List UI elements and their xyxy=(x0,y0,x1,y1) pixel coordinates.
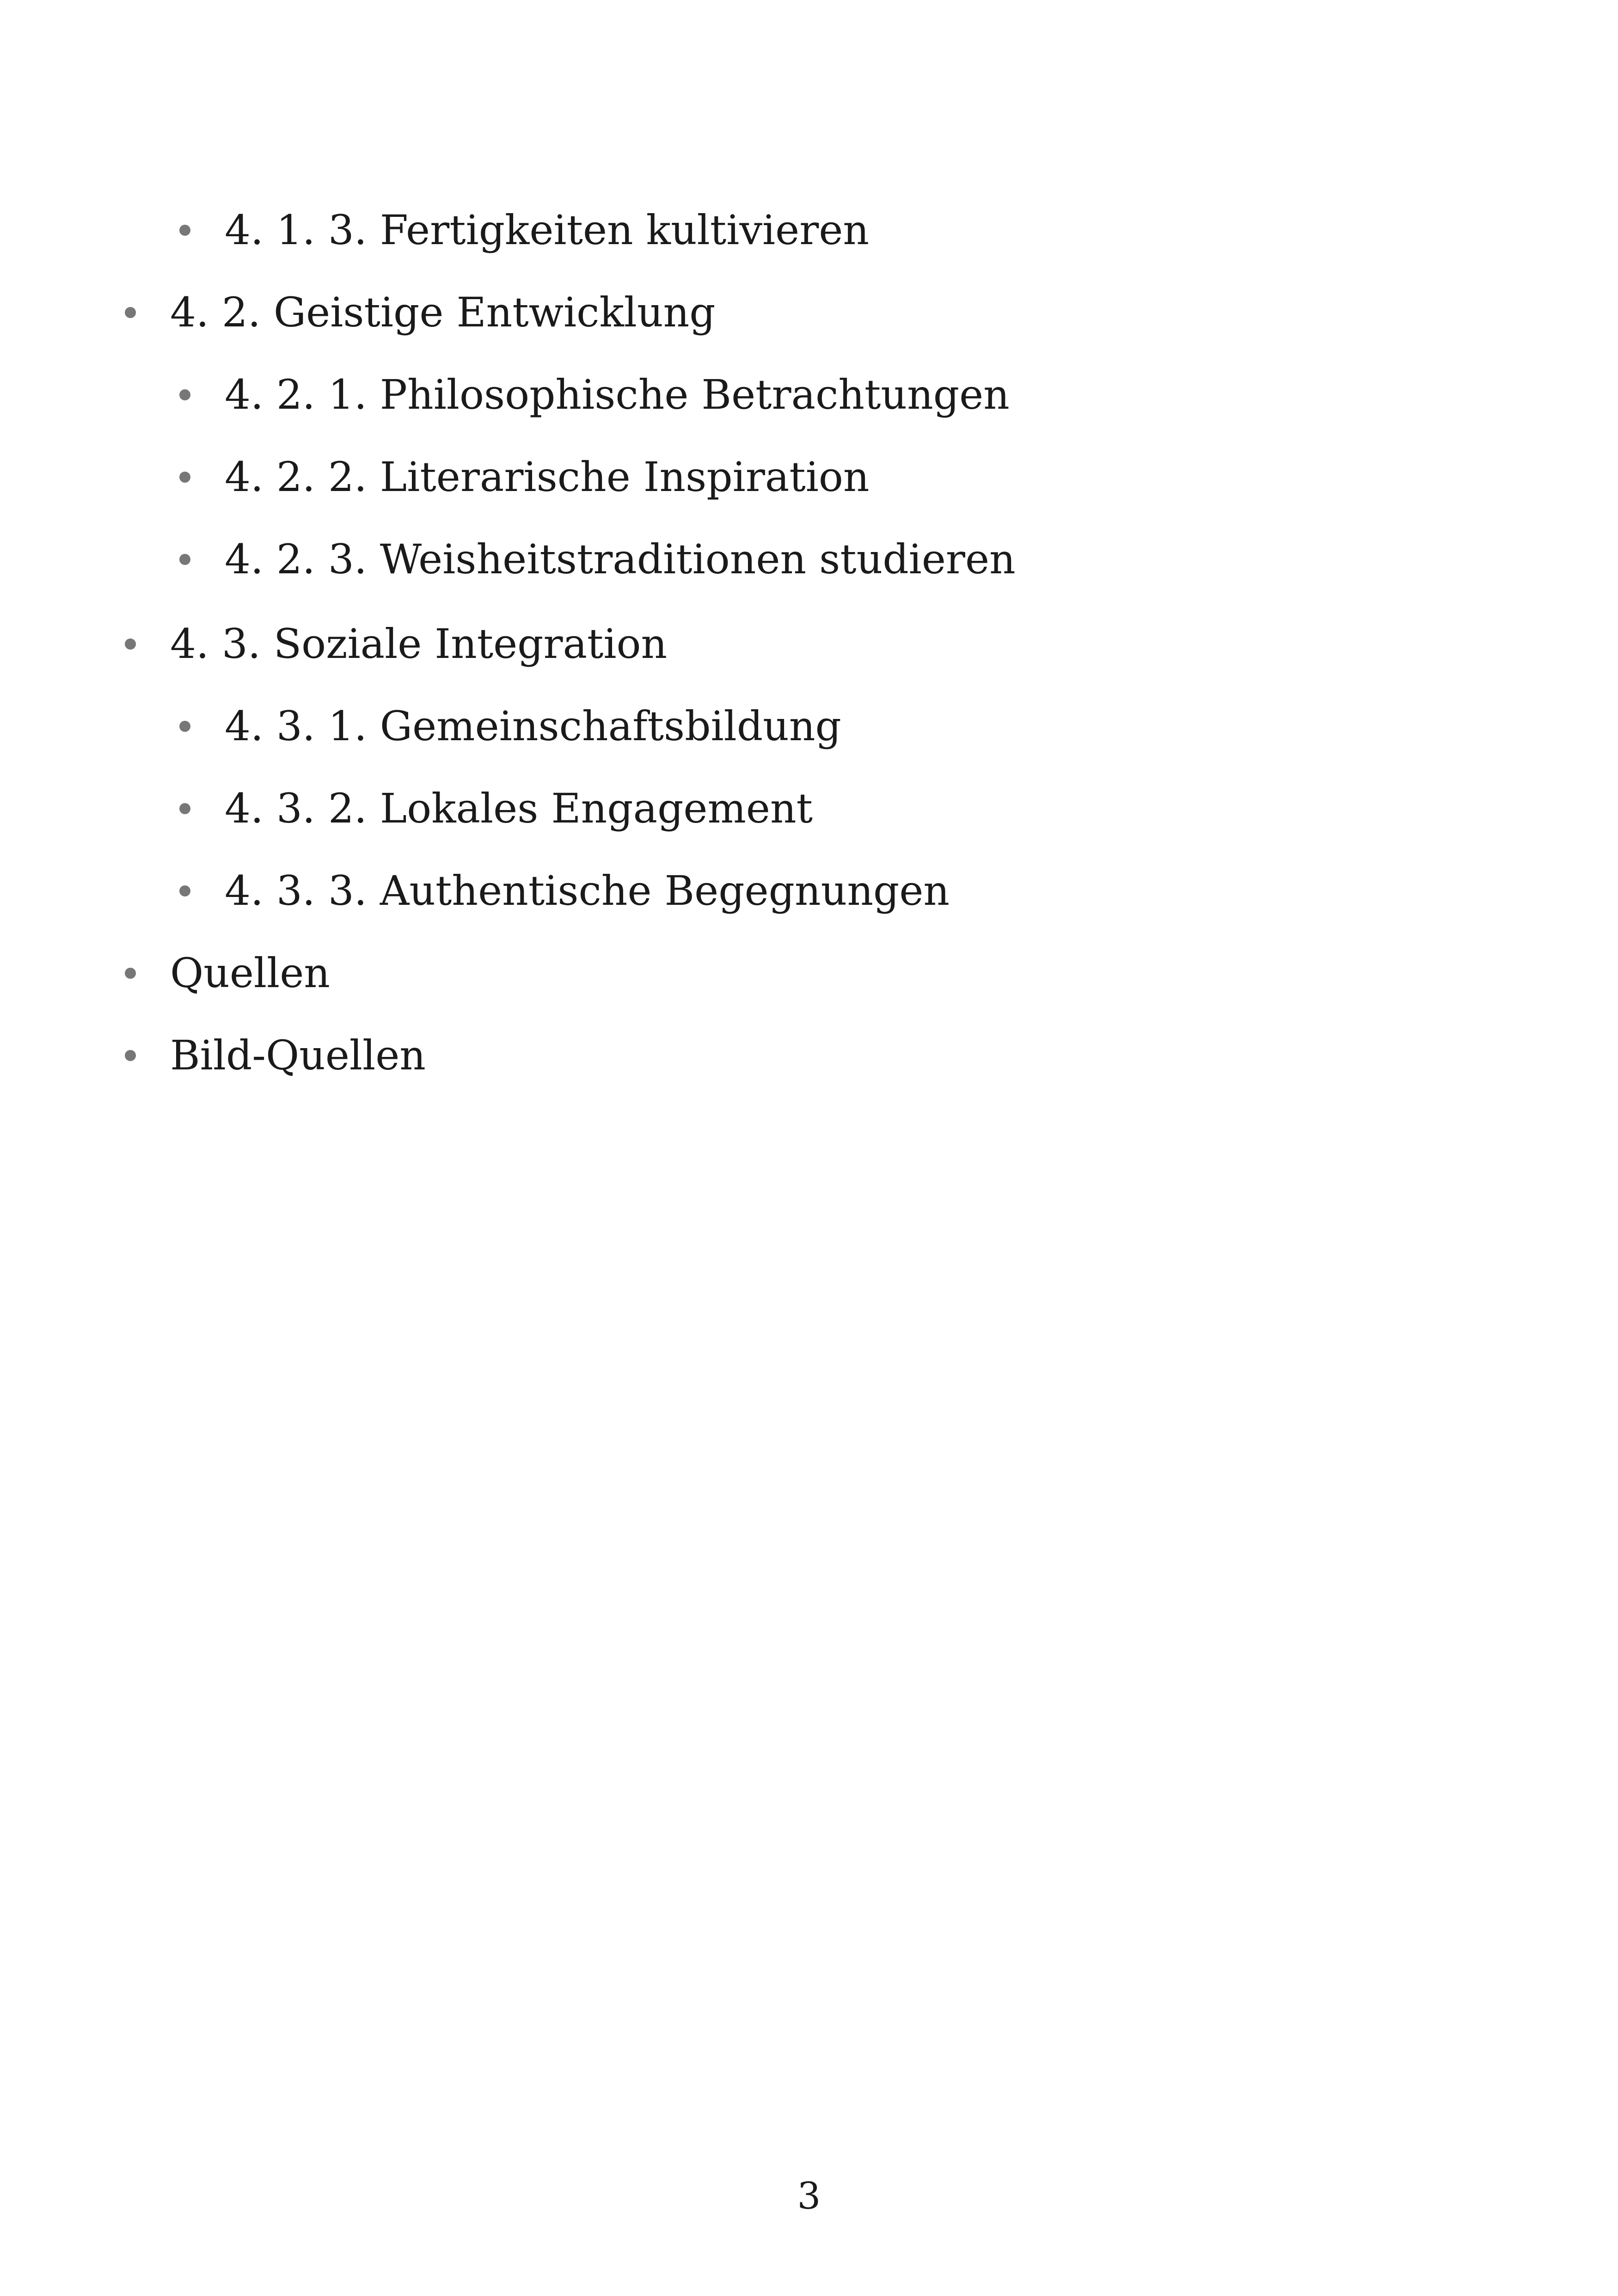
bullet-icon xyxy=(125,638,136,650)
toc-entry-label: 4. 2. 3. Weisheitstraditionen studieren xyxy=(225,535,1016,583)
toc-entry-label: 4. 3. Soziale Integration xyxy=(170,620,668,668)
bullet-icon xyxy=(179,389,190,400)
bullet-icon xyxy=(179,721,190,732)
bullet-icon xyxy=(125,307,136,318)
bullet-icon xyxy=(125,968,136,979)
bullet-icon xyxy=(179,225,190,236)
toc-entry-label: 4. 2. Geistige Entwicklung xyxy=(170,289,716,336)
toc-entry-label: 4. 3. 2. Lokales Engagement xyxy=(225,785,813,832)
toc-entry-label: Quellen xyxy=(170,949,330,997)
toc-entry-label: 4. 2. 1. Philosophische Betrachtungen xyxy=(225,371,1010,418)
bullet-icon xyxy=(125,1050,136,1061)
toc-entry-label: 4. 3. 1. Gemeinschaftsbildung xyxy=(225,702,841,750)
toc-entry-label: 4. 2. 2. Literarische Inspiration xyxy=(225,453,870,501)
page-number: 3 xyxy=(797,2174,821,2217)
bullet-icon xyxy=(179,472,190,483)
toc-entry-label: Bild-Quellen xyxy=(170,1031,426,1079)
toc-entry-label: 4. 3. 3. Authentische Begegnungen xyxy=(225,867,950,915)
bullet-icon xyxy=(179,803,190,814)
bullet-icon xyxy=(179,885,190,896)
toc-entry-label: 4. 1. 3. Fertigkeiten kultivieren xyxy=(225,206,870,254)
bullet-icon xyxy=(179,554,190,565)
